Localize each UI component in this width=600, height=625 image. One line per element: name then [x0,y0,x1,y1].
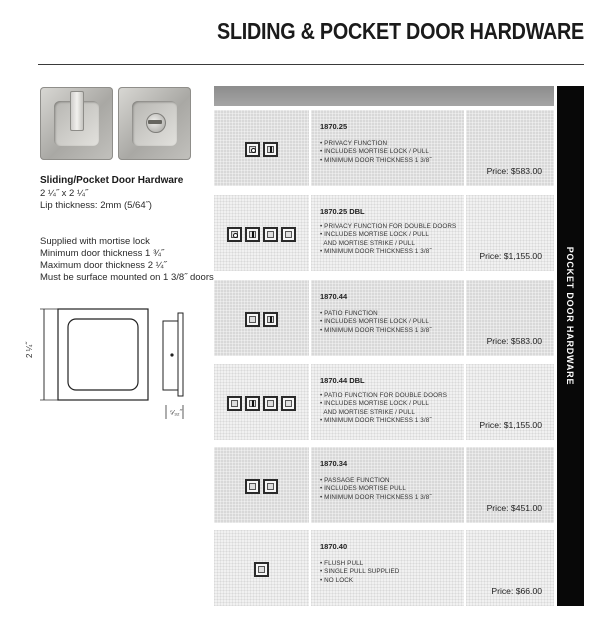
price: Price: $583.00 [486,336,542,346]
feature-item: • NO LOCK [320,576,354,584]
latch-handle-icon [70,91,84,131]
passage-pull-icon [245,479,260,494]
privacy-pair-icon [214,140,309,158]
note-min-thickness: Minimum door thickness 1 ¾˝ [40,248,165,259]
product-icon-cell [214,280,309,356]
lock-pull-icon [263,142,278,157]
product-icon-cell [214,364,309,440]
model-number: 1870.25 DBL [320,207,365,216]
product-icon-cell [214,110,309,186]
passage-pull-icon [263,479,278,494]
feature-list [320,140,432,165]
product-row [214,447,554,523]
feature-item: • PATIO FUNCTION FOR DOUBLE DOORS [320,392,448,399]
product-desc-cell [311,195,464,271]
feature-list [320,223,456,257]
product-desc-cell [311,447,464,523]
price-cell [466,280,554,356]
strike-pull-icon [281,396,296,411]
product-photo-turn [118,87,191,160]
side-tab-label: POCKET DOOR HARDWARE [565,246,575,386]
feature-item: • PRIVACY FUNCTION [320,140,388,147]
patio-pair-icon [214,310,309,328]
product-desc-cell [311,364,464,440]
feature-list [320,477,432,502]
privacy-double-icon [214,225,309,243]
model-number: 1870.44 [320,292,348,301]
price-cell [466,447,554,523]
section-side-tab [557,86,584,606]
price-cell [466,364,554,440]
product-icon-cell [214,195,309,271]
feature-item: • MINIMUM DOOR THICKNESS 1 3/8˝ [320,417,432,425]
strike-pull-icon [263,396,278,411]
product-desc-cell [311,110,464,186]
note-surface-mount: Must be surface mounted on 1 3/8˝ doors [40,272,214,283]
note-max-thickness: Maximum door thickness 2 ¼˝ [40,260,167,271]
feature-list [320,392,447,426]
feature-item: • PRIVACY FUNCTION FOR DOUBLE DOORS [320,223,457,230]
patio-pull-icon [227,396,242,411]
turn-slot [148,120,162,124]
product-name: Sliding/Pocket Door Hardware [40,175,184,186]
privacy-turn-icon [245,142,260,157]
product-desc-cell [311,530,464,606]
product-icon-cell [214,530,309,606]
price-cell [466,530,554,606]
price-cell [466,110,554,186]
price: Price: $583.00 [486,166,542,176]
product-row [214,195,554,271]
lock-pull-icon [263,312,278,327]
feature-item: • INCLUDES MORTISE LOCK / PULL [320,231,430,239]
product-row [214,530,554,606]
product-row [214,110,554,186]
feature-item: • MINIMUM DOOR THICKNESS 1 3/8˝ [320,493,432,501]
feature-item: • PATIO FUNCTION [320,310,378,317]
strike-pull-icon [281,227,296,242]
note-mortise: Supplied with mortise lock [40,236,150,247]
model-number: 1870.34 [320,459,348,468]
flush-pull-square-icon [254,562,269,577]
feature-item: • INCLUDES MORTISE LOCK / PULL [320,148,430,156]
flush-pull-icon [214,560,309,578]
table-header-bar [214,86,554,106]
feature-list [320,310,432,335]
model-number: 1870.40 [320,542,348,551]
price: Price: $1,155.00 [479,251,542,261]
feature-item: • INCLUDES MORTISE PULL [320,485,406,493]
feature-item: • MINIMUM DOOR THICKNESS 1 3/8˝ [320,326,432,334]
feature-item: • MINIMUM DOOR THICKNESS 1 3/8˝ [320,248,432,256]
product-size: 2 ¼˝ x 2 ¼˝ [40,188,89,199]
feature-item: • MINIMUM DOOR THICKNESS 1 3/8˝ [320,156,432,164]
patio-pull-icon [245,312,260,327]
title-divider [38,64,584,65]
strike-pull-icon [263,227,278,242]
model-number: 1870.44 DBL [320,376,365,385]
lock-pull-icon [245,227,260,242]
dimension-height: 2 ¼˝ [25,341,35,359]
lip-thickness: Lip thickness: 2mm (5/64˝) [40,200,152,211]
price-cell [466,195,554,271]
product-photo-latch [40,87,113,160]
feature-item: • PASSAGE FUNCTION [320,477,390,484]
passage-pair-icon [214,477,309,495]
feature-item: AND MORTISE STRIKE / PULL [320,239,415,247]
feature-item: • INCLUDES MORTISE LOCK / PULL [320,318,430,326]
feature-item: • INCLUDES MORTISE LOCK / PULL [320,400,430,408]
product-row [214,364,554,440]
model-number: 1870.25 [320,122,348,131]
price: Price: $66.00 [491,586,542,596]
product-desc-cell [311,280,464,356]
feature-item: • SINGLE PULL SUPPLIED [320,568,400,576]
feature-list [320,560,399,585]
privacy-turn-icon [227,227,242,242]
feature-item: • FLUSH PULL [320,560,364,567]
feature-item: AND MORTISE STRIKE / PULL [320,408,415,416]
lock-pull-icon [245,396,260,411]
dimension-depth: ⁵⁄₃₂˝ [170,410,182,417]
price: Price: $451.00 [486,503,542,513]
product-icon-cell [214,447,309,523]
patio-double-icon [214,394,309,412]
product-row [214,280,554,356]
page-title: SLIDING & POCKET DOOR HARDWARE [217,18,584,44]
price: Price: $1,155.00 [479,420,542,430]
